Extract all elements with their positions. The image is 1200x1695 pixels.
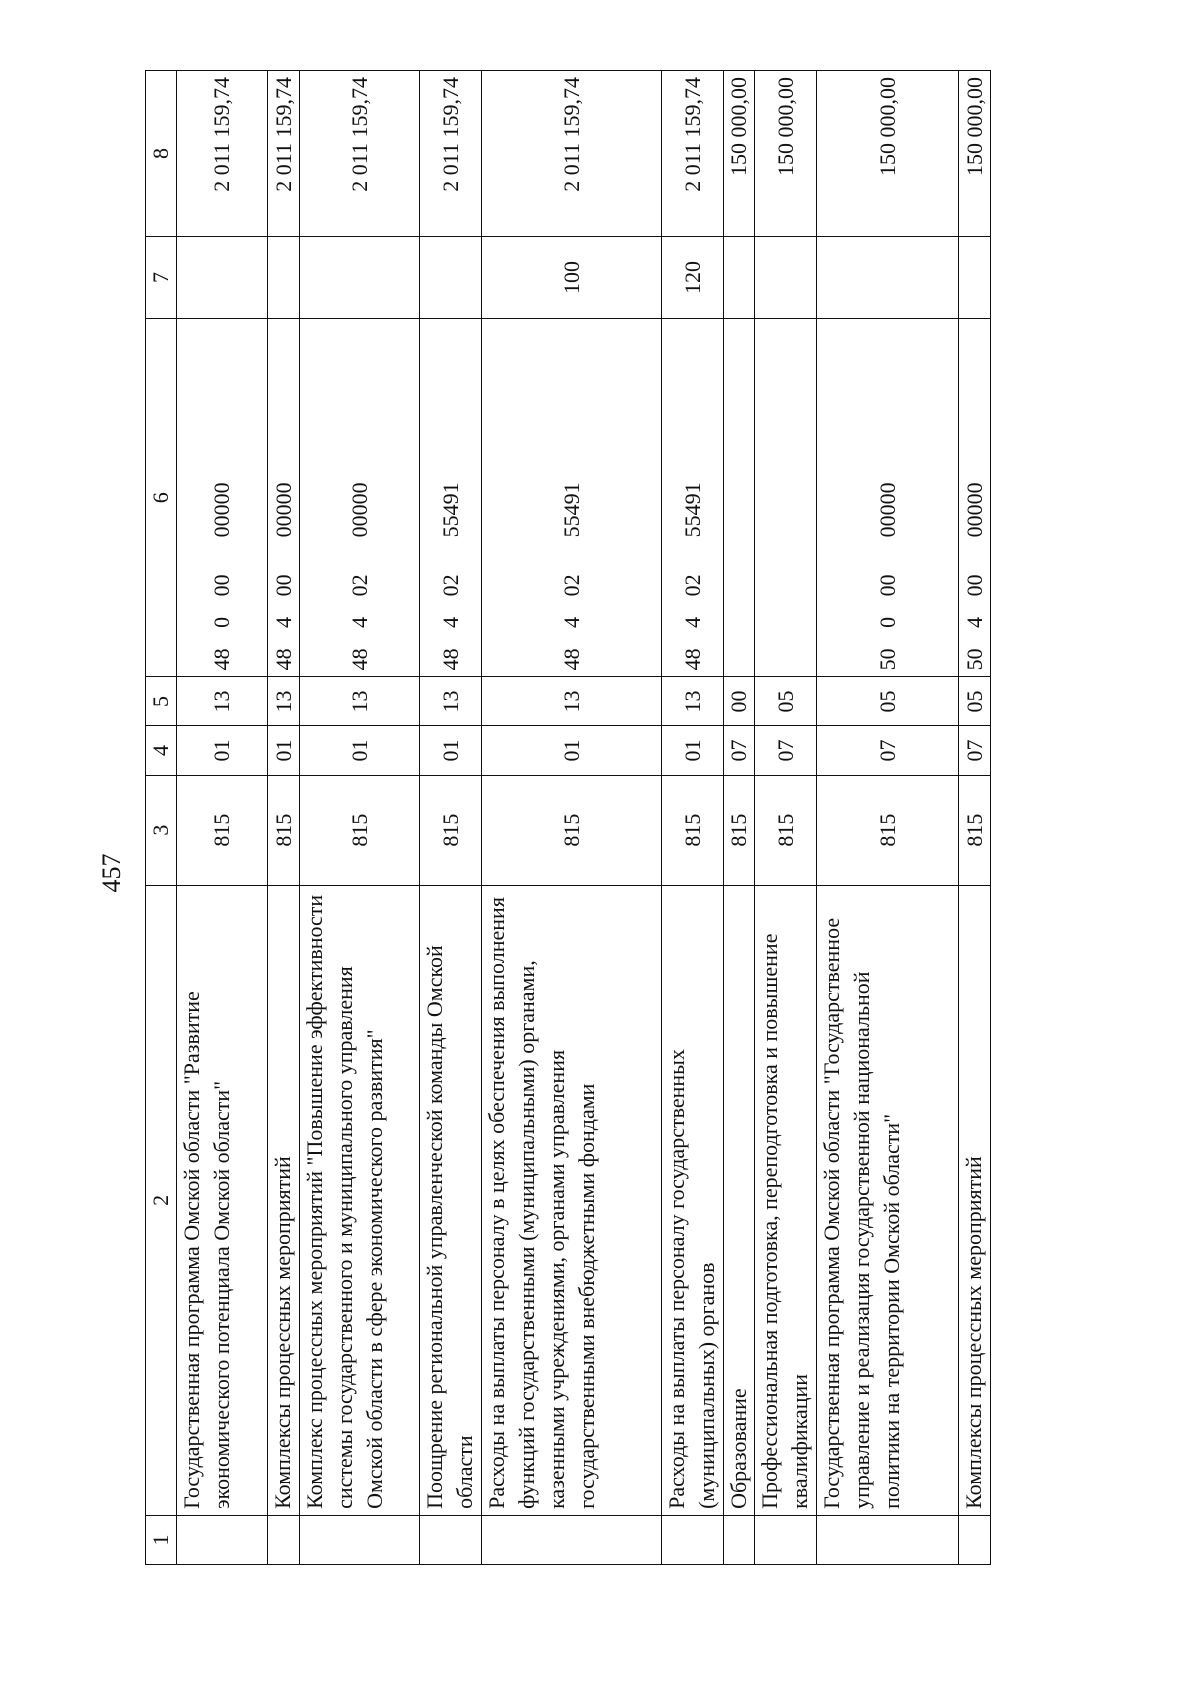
table-row [724, 71, 755, 1565]
header-col-3: 3 [146, 775, 177, 885]
code-subprogram: 00 [209, 574, 234, 597]
code-type: 4 [346, 616, 372, 628]
row-name: Государственная программа Омской области "Государственное управление и реализация государственной национальной политики на территории Омской области" [817, 885, 959, 1515]
row-pr: 13 [662, 677, 724, 726]
code-subprogram: 02 [437, 574, 463, 597]
row-rz: 07 [817, 726, 959, 775]
row-name: Расходы на выплаты персоналу государственных (муниципальных) органов [662, 885, 724, 1515]
row-amount: 2 011 159,74 [300, 71, 420, 237]
row-index [177, 1515, 268, 1564]
code-subprogram: 02 [558, 574, 584, 597]
row-vr [268, 236, 300, 318]
code-direction: 00000 [961, 482, 987, 538]
row-index [662, 1515, 724, 1564]
code-direction: 55491 [679, 482, 705, 538]
row-gr: 815 [817, 775, 959, 885]
code-direction: 00000 [874, 482, 900, 538]
row-target-code [755, 319, 817, 677]
row-vr: 120 [662, 236, 724, 318]
code-program: 48 [270, 648, 296, 671]
row-rz: 01 [300, 726, 420, 775]
row-target-code [300, 319, 420, 677]
table-row [959, 71, 991, 1565]
table-row [300, 71, 420, 1565]
row-target-code [177, 319, 268, 677]
code-type: 0 [209, 616, 234, 628]
code-type: 4 [961, 616, 987, 628]
row-gr: 815 [268, 775, 300, 885]
row-vr: 100 [482, 236, 662, 318]
header-col-4: 4 [146, 726, 177, 775]
row-rz: 01 [268, 726, 300, 775]
row-name: Комплексы процессных мероприятий [959, 885, 991, 1515]
code-direction: 55491 [437, 482, 463, 538]
row-index [420, 1515, 482, 1564]
table-row [268, 71, 300, 1565]
row-gr: 815 [177, 775, 268, 885]
row-name: Образование [724, 885, 755, 1515]
row-amount: 2 011 159,74 [420, 71, 482, 237]
code-type: 4 [558, 616, 584, 628]
table-row [662, 71, 724, 1565]
header-col-1: 1 [146, 1515, 177, 1564]
row-vr [817, 236, 959, 318]
row-amount: 150 000,00 [817, 71, 959, 237]
header-col-2: 2 [146, 885, 177, 1515]
row-target-code [724, 319, 755, 677]
row-pr: 05 [755, 677, 817, 726]
header-col-7: 7 [146, 236, 177, 318]
row-index [755, 1515, 817, 1564]
table-row [177, 71, 268, 1565]
code-direction: 00000 [346, 482, 372, 538]
row-pr: 00 [724, 677, 755, 726]
row-target-code [482, 319, 662, 677]
code-type: 4 [679, 616, 705, 628]
table-row [817, 71, 959, 1565]
code-program: 48 [209, 648, 234, 671]
row-amount: 150 000,00 [724, 71, 755, 237]
row-gr: 815 [420, 775, 482, 885]
row-rz: 07 [959, 726, 991, 775]
row-target-code [662, 319, 724, 677]
code-program: 50 [961, 648, 987, 671]
page-number: 457 [97, 853, 126, 893]
row-gr: 815 [300, 775, 420, 885]
code-direction: 00000 [209, 482, 234, 538]
row-target-code [959, 319, 991, 677]
row-amount: 150 000,00 [755, 71, 817, 237]
row-gr: 815 [724, 775, 755, 885]
row-pr: 13 [300, 677, 420, 726]
row-amount: 2 011 159,74 [177, 71, 268, 237]
row-target-code [268, 319, 300, 677]
row-rz: 01 [177, 726, 268, 775]
code-subprogram: 00 [874, 574, 900, 597]
row-amount: 150 000,00 [959, 71, 991, 237]
row-name: Комплексы процессных мероприятий [268, 885, 300, 1515]
row-rz: 07 [755, 726, 817, 775]
row-name: Комплекс процессных мероприятий "Повышение эффективности системы государственного и муниципального управления Омской области в сфере экономического развития" [300, 885, 420, 1515]
row-gr: 815 [662, 775, 724, 885]
row-name: Поощрение региональной управленческой команды Омской области [420, 885, 482, 1515]
row-index [300, 1515, 420, 1564]
code-direction: 00000 [270, 482, 296, 538]
row-pr: 13 [177, 677, 268, 726]
budget-table [145, 70, 991, 1565]
table-body [177, 71, 991, 1565]
code-program: 48 [558, 648, 584, 671]
code-program: 48 [346, 648, 372, 671]
row-vr [300, 236, 420, 318]
row-gr: 815 [959, 775, 991, 885]
row-rz: 01 [482, 726, 662, 775]
code-subprogram: 02 [346, 574, 372, 597]
row-rz: 07 [724, 726, 755, 775]
row-index [959, 1515, 991, 1564]
row-gr: 815 [482, 775, 662, 885]
table-row [482, 71, 662, 1565]
row-pr: 05 [959, 677, 991, 726]
row-index [724, 1515, 755, 1564]
header-col-8: 8 [146, 71, 177, 237]
table-row [420, 71, 482, 1565]
row-rz: 01 [420, 726, 482, 775]
code-type: 0 [874, 616, 900, 628]
row-index [817, 1515, 959, 1564]
row-vr [724, 236, 755, 318]
code-direction: 55491 [558, 482, 584, 538]
row-rz: 01 [662, 726, 724, 775]
row-vr [420, 236, 482, 318]
code-program: 48 [437, 648, 463, 671]
row-index [482, 1515, 662, 1564]
row-vr [959, 236, 991, 318]
row-pr: 13 [268, 677, 300, 726]
header-col-6: 6 [146, 319, 177, 677]
rotated-page [145, 70, 1090, 1565]
row-pr: 13 [420, 677, 482, 726]
code-type: 4 [270, 616, 296, 628]
row-name: Государственная программа Омской области "Развитие экономического потенциала Омской области" [177, 885, 268, 1515]
row-vr [177, 236, 268, 318]
row-amount: 2 011 159,74 [662, 71, 724, 237]
code-subprogram: 00 [961, 574, 987, 597]
row-pr: 13 [482, 677, 662, 726]
table-header [146, 71, 177, 1565]
table-row [755, 71, 817, 1565]
row-amount: 2 011 159,74 [482, 71, 662, 237]
row-pr: 05 [817, 677, 959, 726]
code-subprogram: 02 [679, 574, 705, 597]
header-row [146, 71, 177, 1565]
code-program: 48 [679, 648, 705, 671]
code-program: 50 [874, 648, 900, 671]
code-type: 4 [437, 616, 463, 628]
header-col-5: 5 [146, 677, 177, 726]
row-gr: 815 [755, 775, 817, 885]
code-subprogram: 00 [270, 574, 296, 597]
row-target-code [420, 319, 482, 677]
row-target-code [817, 319, 959, 677]
row-index [268, 1515, 300, 1564]
row-name: Профессиональная подготовка, переподготовка и повышение квалификации [755, 885, 817, 1515]
row-name: Расходы на выплаты персоналу в целях обеспечения выполнения функций государственными (муниципальными) органами, казенными учреждениями, органами управления государственными внебюджетными фондами [482, 885, 662, 1515]
row-amount: 2 011 159,74 [268, 71, 300, 237]
row-vr [755, 236, 817, 318]
